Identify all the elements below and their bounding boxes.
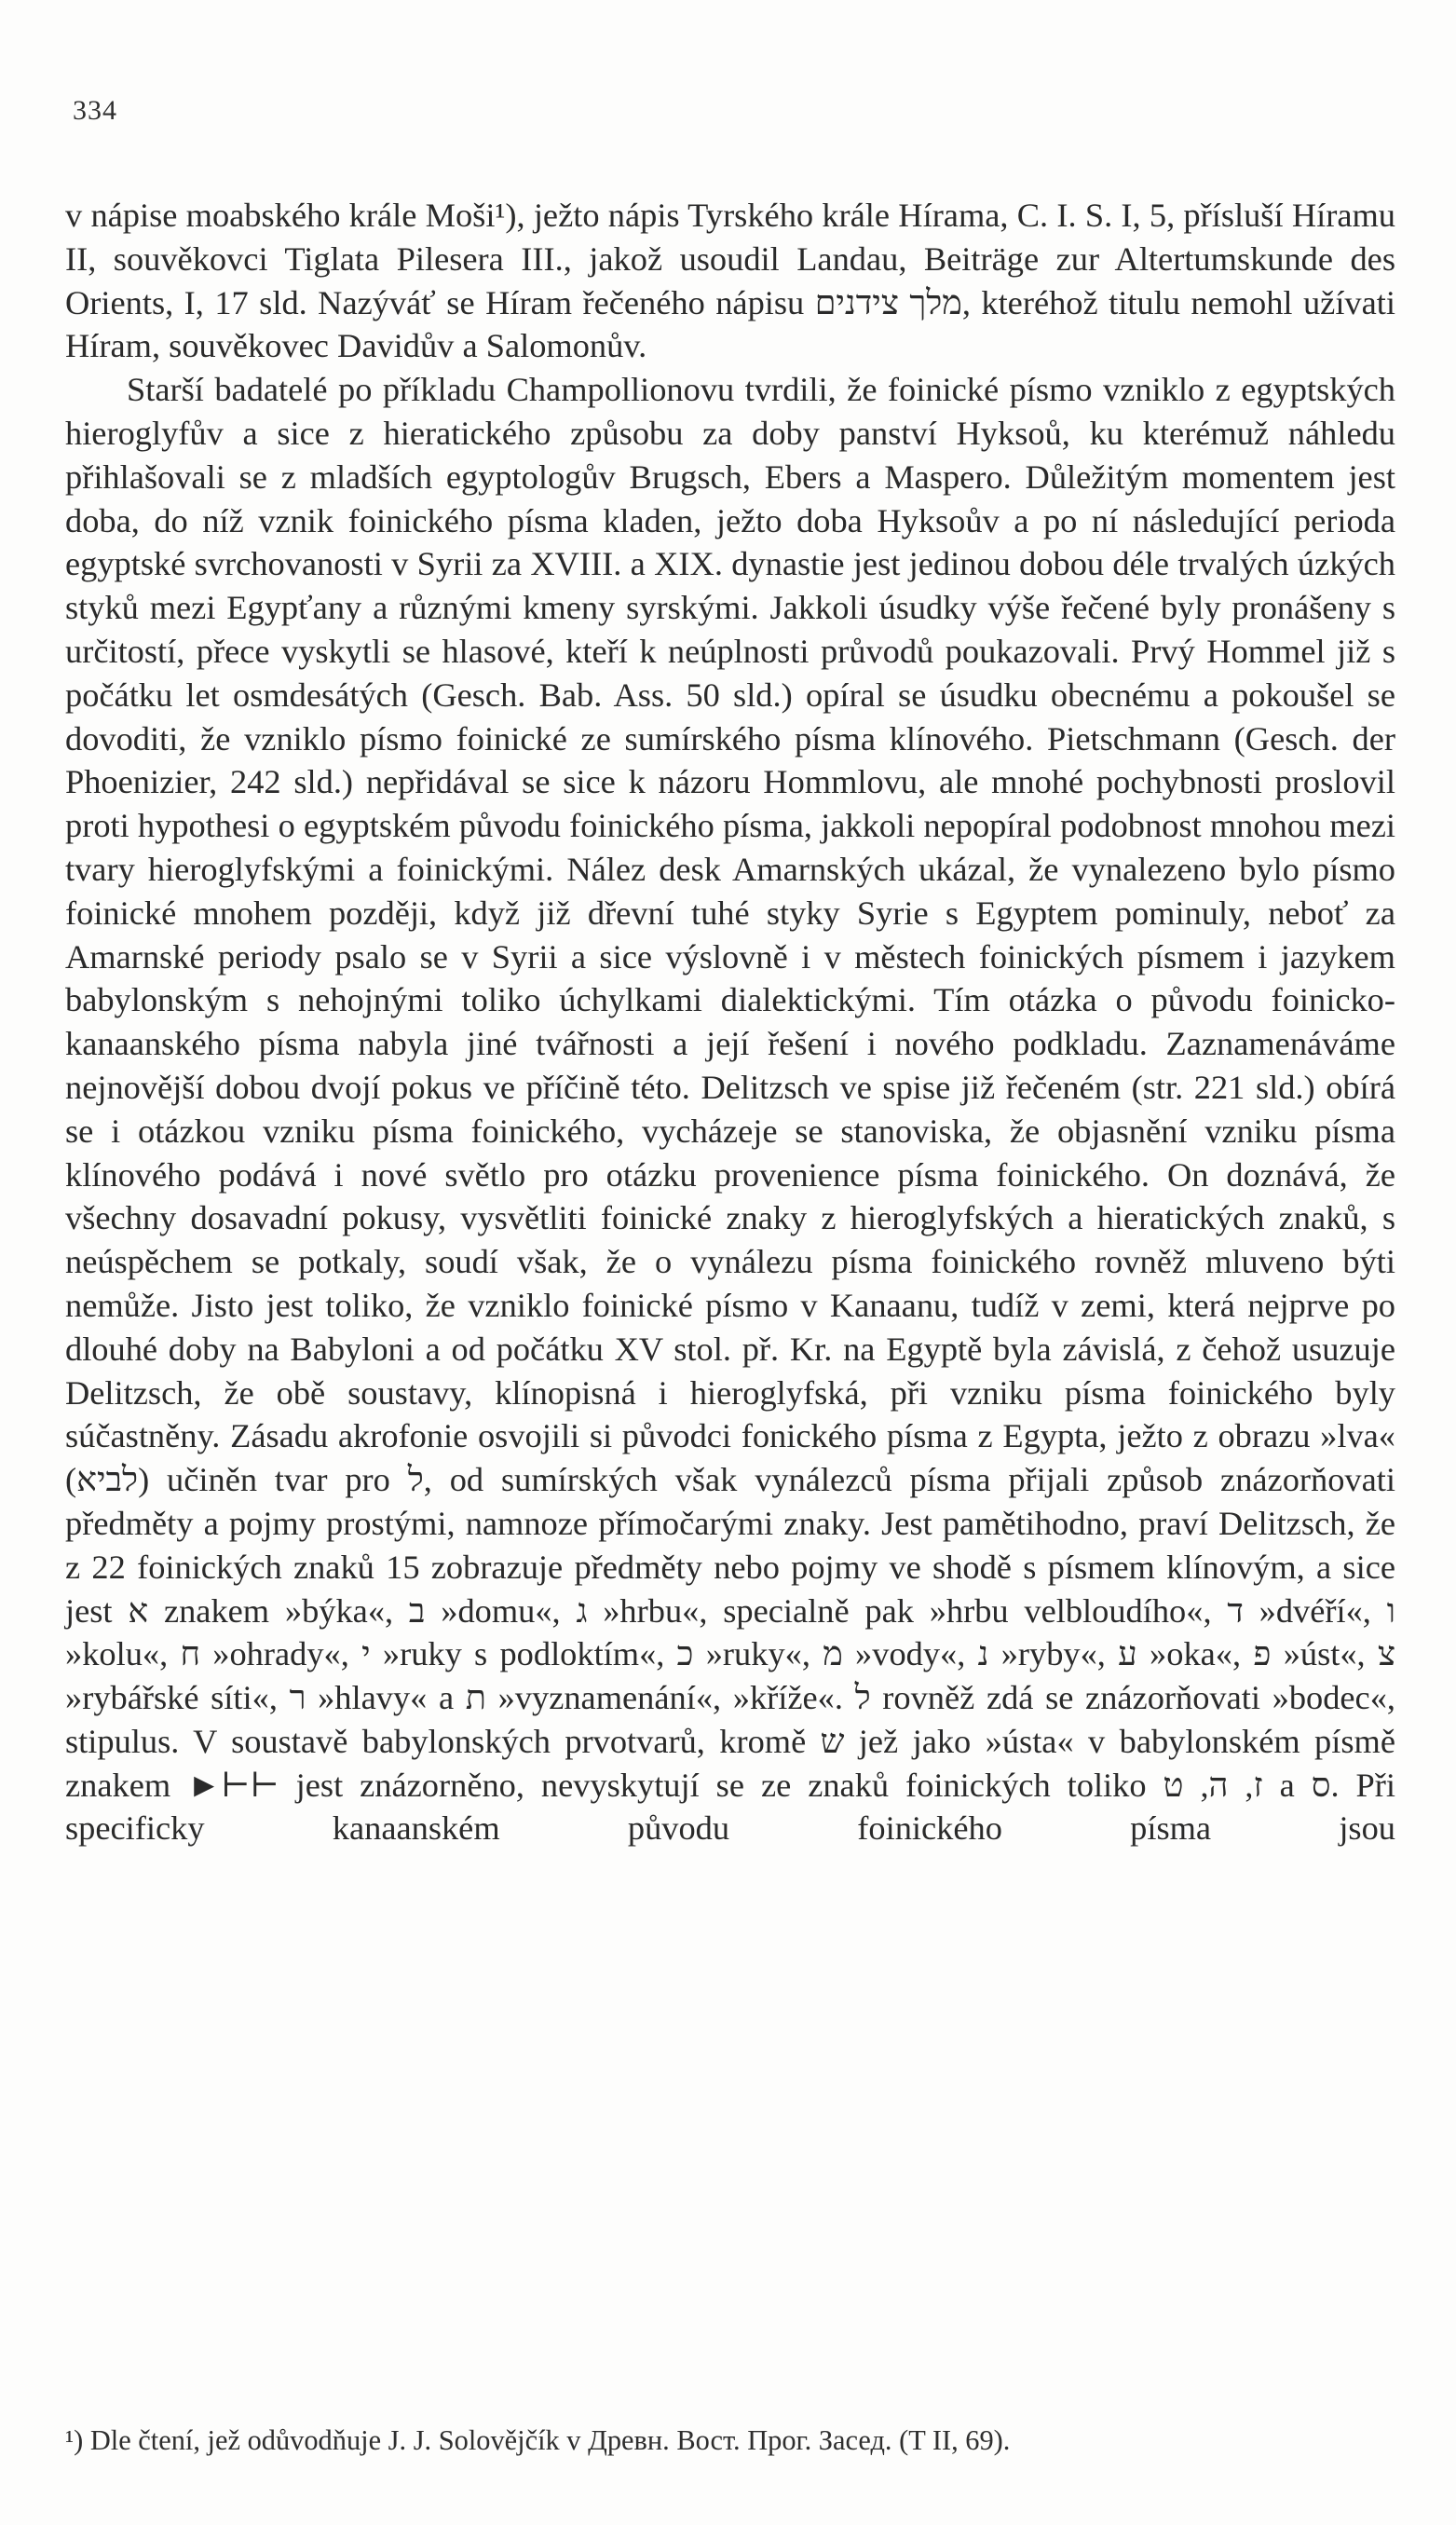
paragraph-main: Starší badatelé po příkladu Champollionovu tvrdili, že foinické písmo vzniklo z egyptských hieroglyfův a sice z hieratického způsobu za doby panství Hyksoů, ku kterémuž náhledu přihlašovali se z mladších egyptologův Brugsch, Ebers a Maspero. Důležitým momentem jest doba, do níž vznik foinického písma kladen, ježto doba Hyksoův a po ní následující perioda egyptské svrchovanosti v Syrii za XVIII. a XIX. dynastie jest jedinou dobou déle trvalých úzkých styků mezi Egypťany a různými kmeny syrskými. Jakkoli úsudky výše řečené byly pronášeny s určitostí, přece vyskytli se hlasové, kteří k neúplnosti průvodů poukazovali. Prvý Hommel již s počátku let osmdesátých (Gesch. Bab. Ass. 50 sld.) opíral se úsudku obecnému a pokoušel se dovoditi, že vzniklo písmo foinické ze sumírského písma klínového. Pietschmann (Gesch. der Phoenizier, 242 sld.) nepřidával se sice k názoru Hommlovu, ale mnohé pochybnosti proslovil proti hypothesi o egyptském původu foinického písma, jakkoli nepopíral podobnost mnohou mezi tvary hieroglyfskými a foinickými. Nález desk Amarnských ukázal, že vynalezeno bylo písmo foinické mnohem později, když již dřevní tuhé styky Syrie s Egyptem pominuly, neboť za Amarnské periody psalo se v Syrii a sice výslovně i v městech foinických písmem i jazykem babylonským s nehojnými toliko úchylkami dialektickými. Tím otázka o původu foinicko-kanaanského písma nabyla jiné tvářnosti a její řešení i nového podkladu. Zaznamenáváme nejnovější dobou dvojí pokus ve příčině této. Delitzsch ve spise již řečeném (str. 221 sld.) obírá se i otázkou vzniku písma foinického, vycházeje se stanoviska, že objasnění vzniku písma klínového podává i nové světlo pro otázku provenience písma foinického. On doznává, že všechny dosavadní pokusy, vysvětliti foinické znaky z hieroglyfských a hieratických znaků, s neúspěchem se potkaly, soudí však, že o vynálezu písma foinického rovněž mluveno býti nemůže. Jisto jest toliko, že vzniklo foinické písmo v Kanaanu, tudíž v zemi, která nejprve po dlouhé doby na Babyloni a od počátku XV stol. př. Kr. na Egyptě byla závislá, z čehož usuzuje Delitzsch, že obě soustavy, klínopisná i hieroglyfská, při vzniku písma foinického byly súčastněny. Zásadu akrofonie osvojili si původci fonického písma z Egypta, ježto z obrazu »lva« (לביא) učiněn tvar pro ל, od sumírských však vynálezců písma přijali způsob znázorňovati předměty a pojmy prostými, namnoze přímočarými znaky. Jest pamětihodno, praví Delitzsch, že z 22 foinických znaků 15 zobrazuje předměty nebo pojmy ve shodě s písmem klínovým, a sice jest א znakem »býka«, ב »domu«, ג »hrbu«, specialně pak »hrbu velbloudího«, ד »dvéří«, ו »kolu«, ח »ohrady«, י »ruky s podloktím«, כ »ruky«, מ »vody«, נ »ryby«, ע »oka«, פ »úst«, צ »rybářské síti«, ר »hlavy« a ת »vyznamenání«, »kříže«. ל rovněž zdá se znázorňovati »bodec«, stipulus. V soustavě babylonských prvotvarů, kromě ש jež jako »ústa« v babylonském písmě znakem ►⊢⊢ jest znázorněno, nevyskytují se ze znaků foinických toliko ז, ה, ט a ס. Při specificky kanaanském původu foinického písma jsou xyxy=(65,371,1396,1848)
paragraph-intro: v nápise moabského krále Moši¹), ježto nápis Tyrského krále Hírama, C. I. S. I, 5, přísluší Híramu II, souvěkovci Tiglata Pilesera III., jakož usoudil Landau, Beiträge zur Altertumskunde des Orients, I, 17 sld. Nazýváť se Híram řečeného nápisu מלך צידנים, kteréhož titulu nemohl užívati Híram, souvěkovec Davidův a Salomonův. xyxy=(65,197,1395,365)
page-number: 334 xyxy=(73,95,117,126)
body-text xyxy=(65,194,1395,1850)
footnote: ¹) Dle čtení, jež odůvodňuje J. J. Solovějčík v Древн. Вост. Прог. Засед. (T II, 69). xyxy=(65,2424,1011,2456)
